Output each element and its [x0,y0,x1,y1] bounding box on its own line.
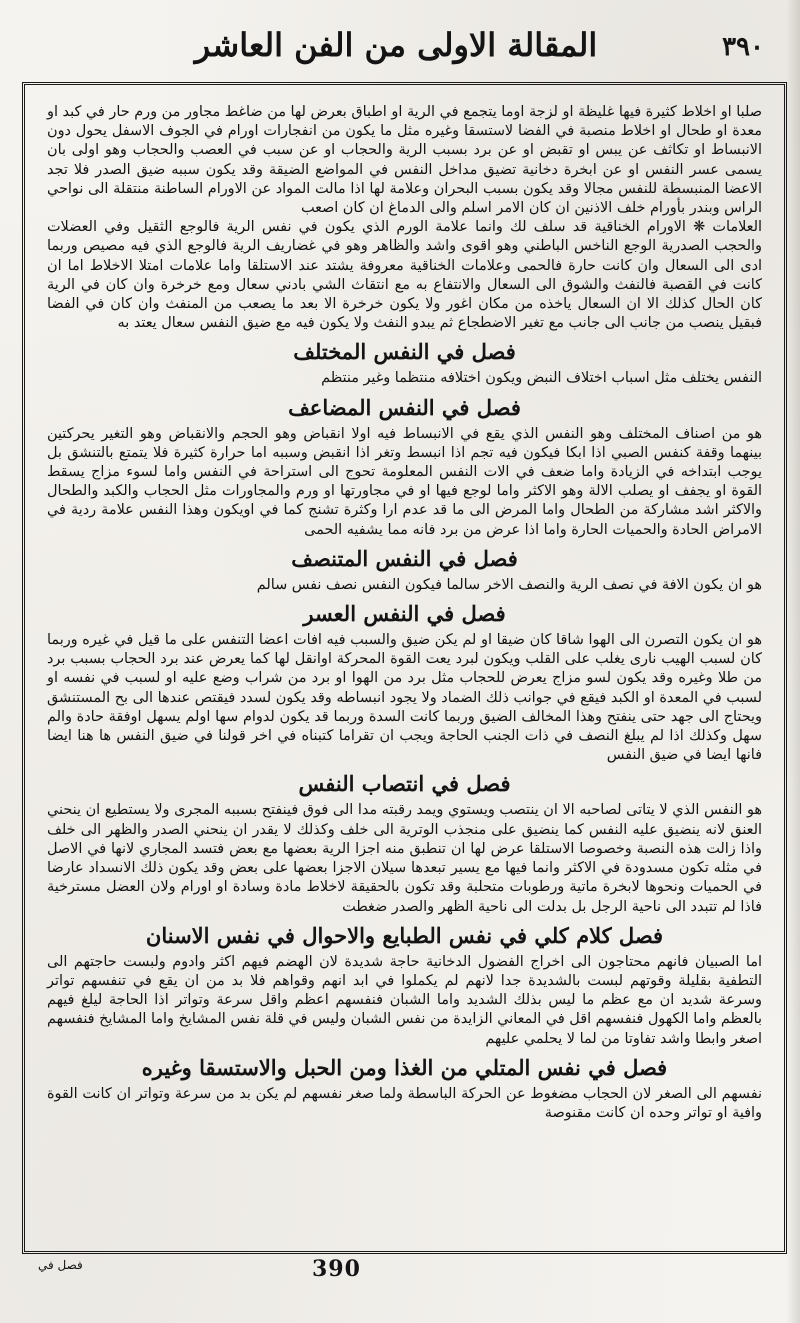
body-text [47,103,762,1123]
section-heading: فصل في نفس المتلي من الغذا ومن الحبل والاستسقا وغيره [141,1054,668,1080]
section-heading: فصل في انتصاب النفس [298,771,511,797]
section-heading: فصل في النفس المختلف [293,339,516,365]
page-edge-shadow [786,0,800,1323]
section-heading: فصل في النفس المتنصف [291,545,518,571]
paragraph: العلامات ❋ الاورام الخناقية قد سلف لك وانما علامة الورم الذي يكون في نفس الرية فالوجع الثقيل وفي العضلات والحجب الصدرية الوجع الناخس الباطني وهو اقوى واشد والظاهر وهو في غضاريف الرية فالوجع الذي فيه مصيص وربما ادى الى السعال وان كانت حارة فالحمى وعلامات الخناقية معروفة يشتد عند الاستلقا واما علامات امتلا الاخلاط اما ان كانت في القصبة فالنفث والشوق الى السعال والانتفاع به مع انتقاث الشي بادني سعال ومع خرخرة وان كان في الرية كان الحال كذلك الا ان السعال ياخذه من مكان اغور ولا يكون خرخرة الا بعد ما يصعب من المنفث وان كان في الفضا فبقيل ينصب من جانب الى جانب مع تغير الاضطجاع ثم يبدو النفث ولا يكون فيه مع ضيق النفس سعال يعتد به [47,219,762,332]
paragraph: هو من اصناف المختلف وهو النفس الذي يقع في الانبساط فيه اولا انقباض وهو الحجم والانقباض وهو التغير يحركتين بينهما وقفة كنفس الصبي اذا ابكا فيكون فيه تجم اذا انبسط وتغر اذا انقبض وسببه اما حرارة كثيرة فلا يتمتع بالتنشق بل يوجب ابتداخه في الزيادة واما ضعف في الات النفس المعلومة تحوج الى استراحة في النفس واما لسوء مزاج يسقط القوة او يجفف او يصلب الالة وهو الاكثر واما لوجع فيها او في مجاورتها او ورم والمجاورات مثل الحجاب والكبد والطحال والاكثر اشد مشاركة من الطحال واما المرض الى ما قد عدم ارا وكثرة تشنج كما في اويكون وهذا النفس علامة ردية في الامراض الحادة والحميات الحارة واما اذا عرض من برد فانه مما يشفيه الحمى [47,425,762,538]
page-header [20,18,772,76]
section-heading: فصل كلام كلي في نفس الطبايع والاحوال في نفس الاسنان [145,922,664,948]
text-frame [22,82,787,1254]
catchword: فصل في [38,1258,83,1272]
paragraph: هو النفس الذي لا يتاتى لصاحبه الا ان ينتصب ويستوي ويمد رقبته مدا الى فوق فينفتح بسببه المجرى ولا يستطيع ان ينحني العنق لانه ينضيق عليه النفس كما ينضيق على منجذب الوترية الى خلف وكذلك لا يقدر ان ينحني الصدر والظهر الى خلف واذا زالت هذه النصبة وخصوصا الاستلقا عرض لها ان تنطبق منه اجزا الرية بعضها مع بعض فتسد المجاري لانها في الاصل في مثله تكون مسدودة في الاكثر وانما فيها مع يسير تبعدها سيلان الاجزا بعضها على بعض وقد يكون ذلك الانسداد عارضا في الحميات ونحوها لابخرة ماتية ورطوبات متحلبة وقد تكون بالحقيقة لاخلاط مادة وسادة او اورام ولان العضل مسترخية فاذا لم تتبدد الى ناحية الرجل بل بدلت الى ناحية الظهر والصدر ضغطت [47,802,762,915]
paragraph: صلبا او اخلاط كثيرة فيها غليظة او لزجة اوما يتجمع في الرية او اطباق بعرض لها من ضاغط مجاور من ورم حار في كبد او معدة او طحال او اخلاط منصبة في الفضا لاستسقا وغيره مثل ما يكون من انفجارات اورام في الجوف الاسفل يحول دون الانبساط او تكاثف عن يبس او تقبض او عن برد بسبب الرية والحجاب او عن سبب في العصب والحجاب وهو اولى بان يسمى عسر النفس او عن ابخرة دخانية تضيق مداخل النفس في المواضع الضيقة وقد يكون سببه ضيق الصدر فلا تجد الاعضا المنبسطة للنفس مجالا وقد يكون بسبب البحران وعلامة لها اذا مالت المواد عن الاورام الساطنة منتقلة الى نواحي الراس وبندر بأورام خلف الاذنين ان كان الامر اسلم والى الدماغ ان كان اصعب [47,104,762,217]
paragraph: نفسهم الى الصغر لان الحجاب مضغوط عن الحركة الباسطة ولما صغر نفسهم لم يكن بد من سرعة وتواتر ان كانت القوة وافية او تواتر وحده ان كانت مقنوصة [47,1085,762,1121]
paragraph: اما الصبيان فانهم محتاجون الى اخراج الفضول الدخانية حاجة شديدة لان الهضم فيهم اكثر وادوم ولبست حاجتهم الى التطفية بقليلة وقوتهم لبست بالشديدة جدا لانهم لم يكملوا في ابد انهم وقواهم فلا بد من ان يقع في تنفسهم تواتر وسرعة شديد ان مع عظم ما ليس بذلك الشديد واما الشبان فنفسهم اعظم واقل سرعة وتواتر اذا الحاجة ليلغ فيهم بالعظم واما الكهول فنفسهم اقل في المعاني الزايدة من نفس الشبان وليس في قلة نفس المشايخ واما المشايخ فنفسهم اصغر وابطا واشد تفاوتا من لما لا يحلمي عليهم [47,953,762,1047]
page-number-bottom: 390 [312,1256,361,1282]
paragraph: هو ان يكون التصرن الى الهوا شاقا كان ضيقا او لم يكن ضيق والسبب فيه افات اعضا التنفس على ما قيل في غيره وربما كان لسبب الهيب نارى يغلب على القلب ويكون لبرد يعت القوة المحركة اوانقل لها كما يعرض عند برد الحجاب بسبب برد من طلا وغيره وقد يكون لسو مزاج يعرض للحجاب مثل برد من الهوا او برد من شراب وضع عليه او لسبب في نفسه او لسبب في المعدة او الكبد فيقع في جوانب ذلك الضماد ولا يجود انبساطه وقد يكون لسدد فيقتص عندها الى بح المستنشق ويحتاج الى جهد حتى ينفتح وهذا المخالف الضيق وربما كانت السدة وربما قد يكون لدوام سها اولم يسهل اوفقة حادة والم سهل وكذلك اذا لم يبلغ النصف في ذات الجنب الحاجة ويجب ان تقراما كتبناه في اخر قولنا في ضيق النفس ها هنا ايضا فانها ايضا في ضيق النفس [47,632,762,764]
running-title: المقالة الاولى من الفن العاشر [194,26,598,64]
paragraph: هو ان يكون الافة في نصف الرية والنصف الاخر سالما فيكون النفس نصف نفس سالم [256,576,762,593]
section-heading: فصل في النفس العسر [303,601,506,627]
section-heading: فصل في النفس المضاعف [288,394,521,420]
paragraph: النفس يختلف مثل اسباب اختلاف النبض ويكون اختلافه منتظما وغير منتظم [321,370,762,387]
page-number-top: ٣٩٠ [722,32,764,62]
